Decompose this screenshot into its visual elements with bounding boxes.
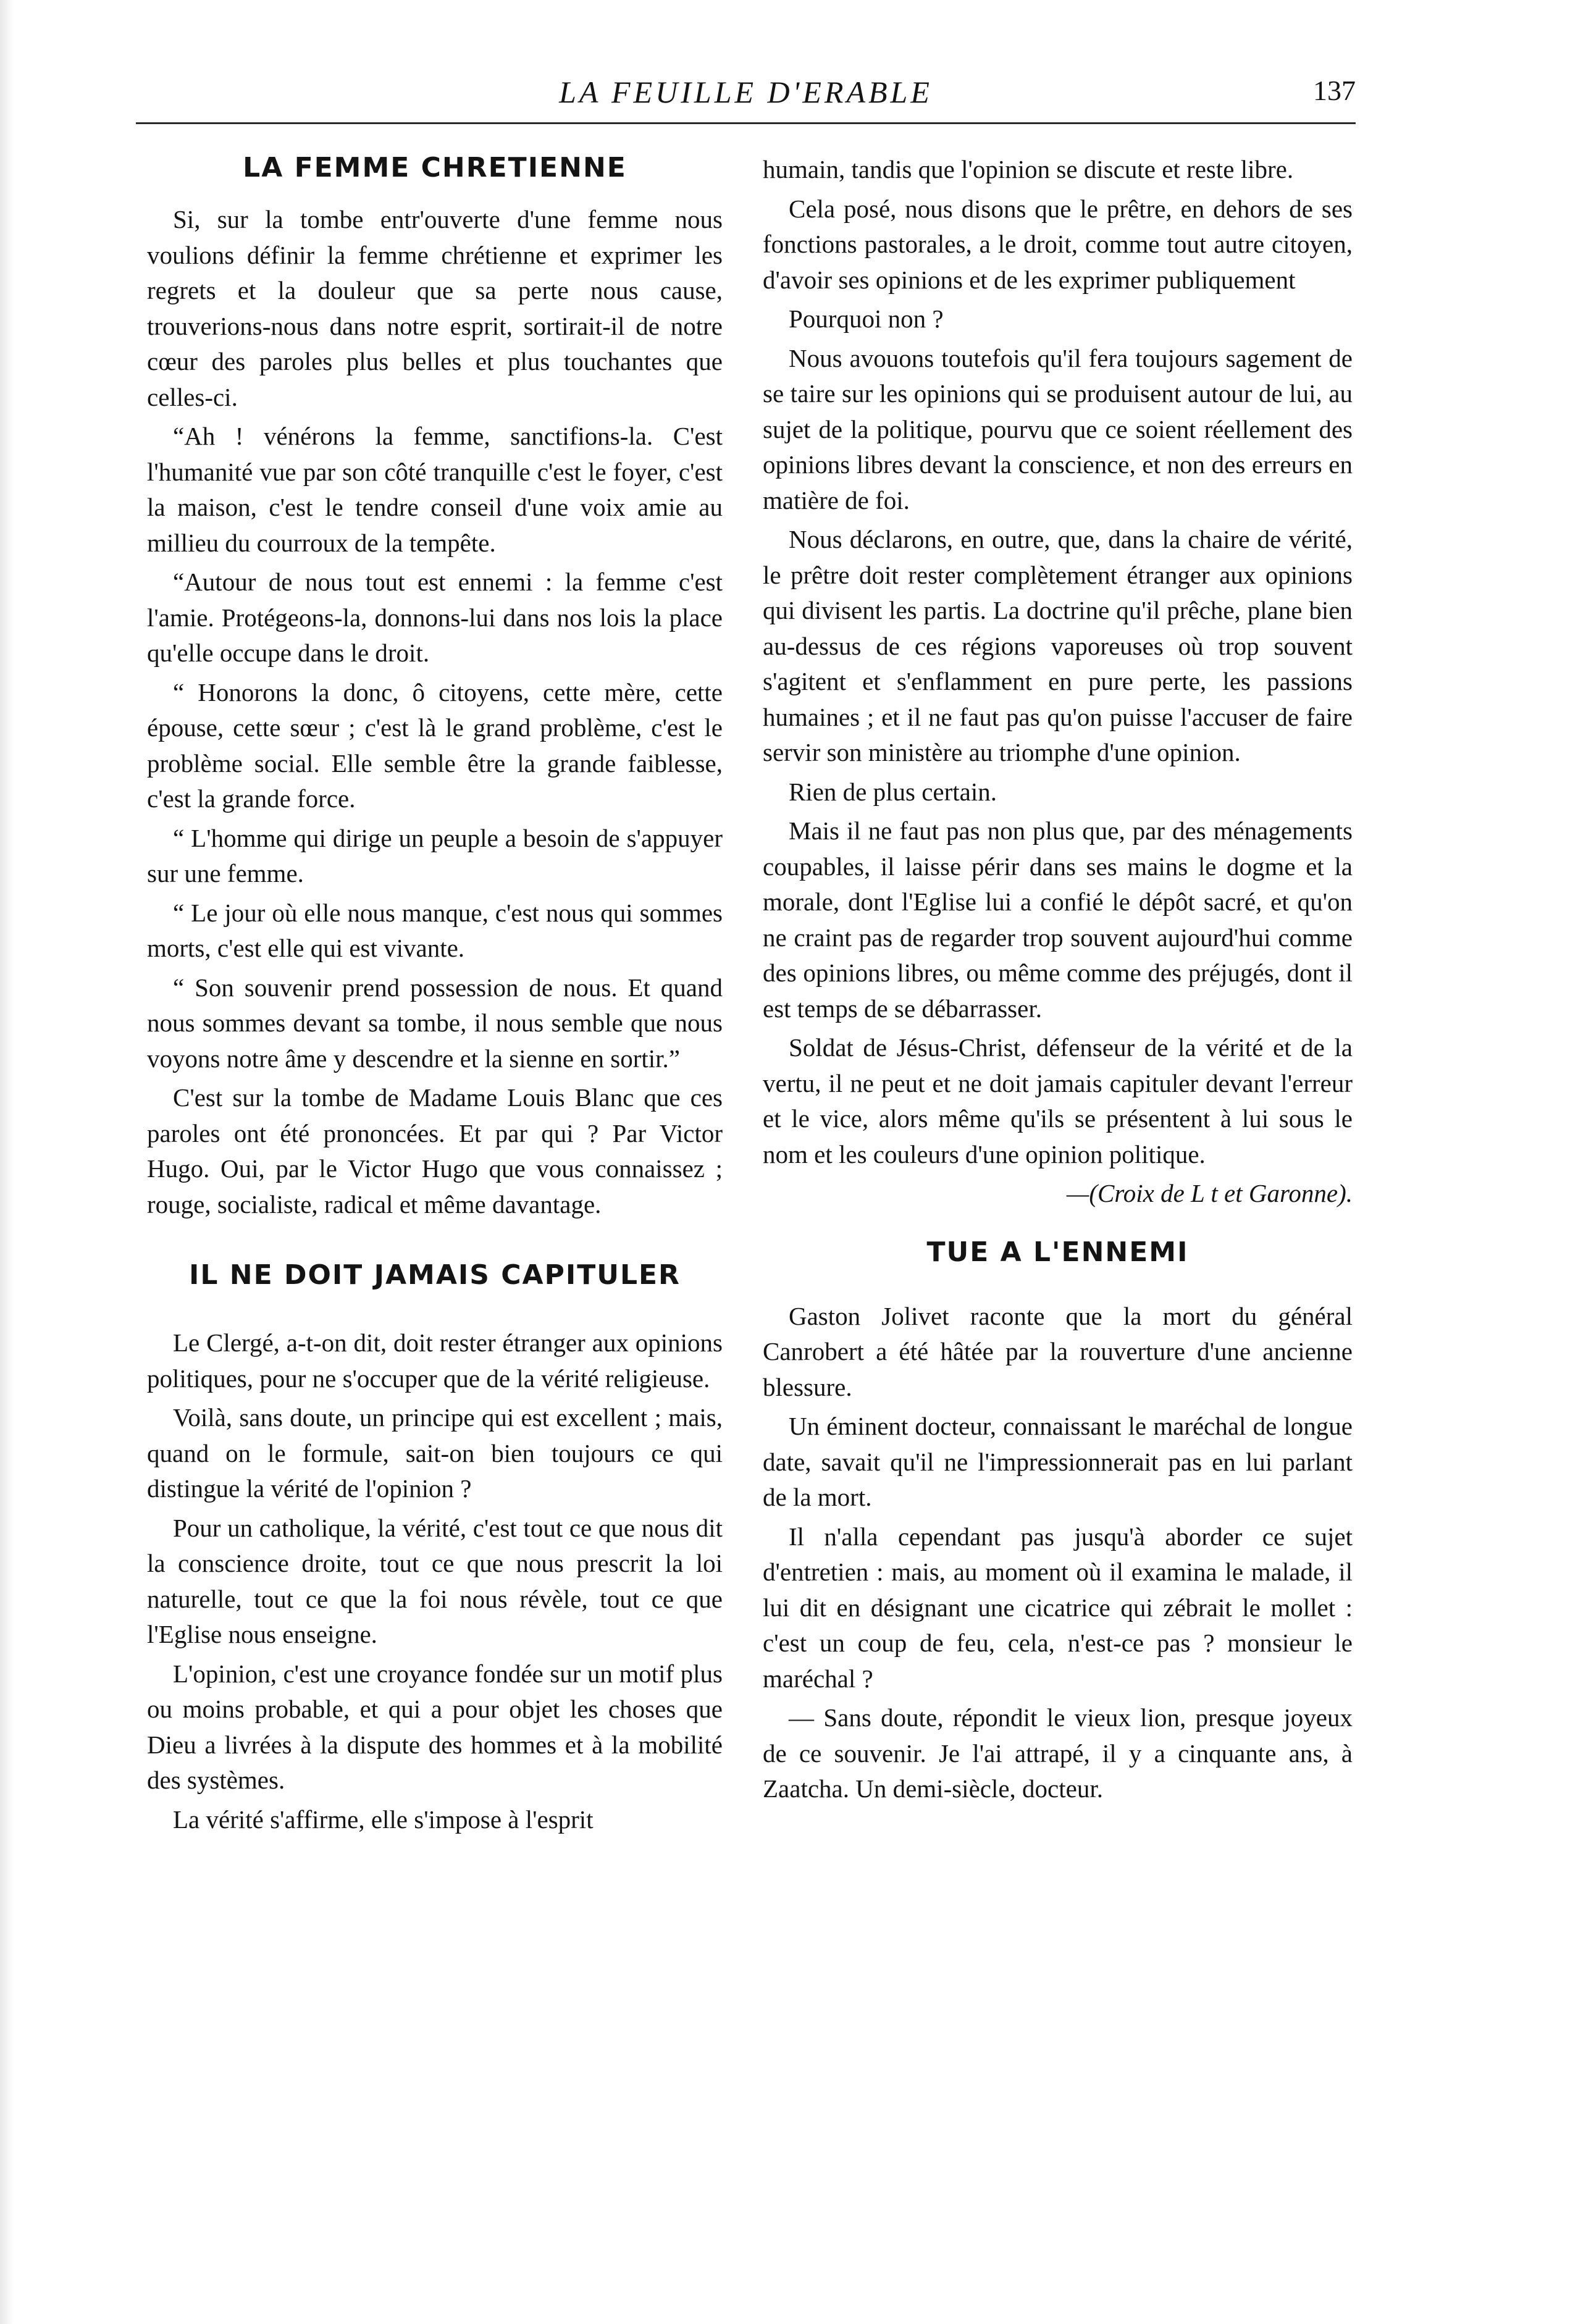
article-title: IL NE DOIT JAMAIS CAPITULER <box>189 1259 681 1291</box>
left-column <box>147 152 723 1841</box>
article-paragraph: Un éminent docteur, connaissant le maréchal de longue date, savait qu'il ne l'impressionnerait pas en lui parlant de la mort. <box>763 1412 1353 1511</box>
article-paragraph: “Autour de nous tout est ennemi : la femme c'est l'amie. Protégeons-la, donnons-lui dans nos lois la place qu'elle occupe dans le droit. <box>147 568 723 667</box>
binding-shadow <box>0 0 14 2324</box>
article-paragraph: Soldat de Jésus-Christ, défenseur de la vérité et de la vertu, il ne peut et ne doit jamais capituler devant l'erreur et le vice, alors même qu'ils se présentent à lui sous le nom et les couleurs d'une opinion politique. <box>763 1033 1353 1168</box>
article-paragraph: Nous déclarons, en outre, que, dans la chaire de vérité, le prêtre doit rester complètement étranger aux opinions qui divisent les partis. La doctrine qu'il prêche, plane bien au-dessus de ces régions vaporeuses où trop souvent s'agitent et s'enflamment en pure perte, les passions humaines ; et il ne faut pas qu'on puisse l'accuser de faire servir son ministère au triomphe d'une opinion. <box>763 525 1353 766</box>
article-paragraph: Cela posé, nous disons que le prêtre, en dehors de ses fonctions pastorales, a le droit, comme tout autre citoyen, d'avoir ses opinions et de les exprimer publiquement <box>763 194 1353 294</box>
article-paragraph: “ Le jour où elle nous manque, c'est nous qui sommes morts, c'est elle qui est vivante. <box>147 898 723 962</box>
article-paragraph: Nous avouons toutefois qu'il fera toujours sagement de se taire sur les opinions qui se produisent autour de lui, au sujet de la politique, pourvu que ce soient réellement des opinions libres devant la conscience, et non des erreurs en matière de foi. <box>763 343 1353 514</box>
article-paragraph: Voilà, sans doute, un principe qui est excellent ; mais, quand on le formule, sait-on bien toujours ce qui distingue la vérité de l'opinion ? <box>147 1403 723 1503</box>
article-paragraph: Rien de plus certain. <box>789 777 997 806</box>
article-paragraph: L'opinion, c'est une croyance fondée sur un motif plus ou moins probable, et qui a pour objet les choses que Dieu a livrées à la dispute des hommes et à la mobilité des systèmes. <box>147 1659 723 1794</box>
article-paragraph: “ Honorons la donc, ô citoyens, cette mère, cette épouse, cette sœur ; c'est là le grand problème, c'est le problème social. Elle semble être la grande faiblesse, c'est la grande force. <box>147 677 723 813</box>
article-paragraph: “ L'homme qui dirige un peuple a besoin de s'appuyer sur une femme. <box>147 823 723 887</box>
article-paragraph: Le Clergé, a-t-on dit, doit rester étranger aux opinions politiques, pour ne s'occuper que de la vérité religieuse. <box>147 1328 723 1393</box>
page-header <box>136 74 1356 124</box>
article-title: LA FEMME CHRETIENNE <box>243 152 627 183</box>
article-paragraph: Si, sur la tombe entr'ouverte d'une femme nous voulions définir la femme chrétienne et exprimer les regrets et la douleur que sa perte nous cause, trouverions-nous dans notre esprit, sortirait-il de notre cœur des paroles plus belles et plus touchantes que celles-ci. <box>147 205 723 411</box>
article-paragraph: C'est sur la tombe de Madame Louis Blanc que ces paroles ont été prononcées. Et par qui ? Par Victor Hugo. Oui, par le Victor Hugo que vous connaissez ; rouge, socialiste, radical et même davantage. <box>147 1083 723 1219</box>
article-paragraph: La vérité s'affirme, elle s'impose à l'esprit <box>173 1805 594 1834</box>
article-paragraph: Pour un catholique, la vérité, c'est tout ce que nous dit la conscience droite, tout ce que nous prescrit la loi naturelle, tout ce que la foi nous révèle, tout ce que l'Eglise nous enseigne. <box>147 1513 723 1648</box>
article-paragraph: “ Son souvenir prend possession de nous. Et quand nous sommes devant sa tombe, il nous semble que nous voyons notre âme y descendre et la sienne en sortir.” <box>147 973 723 1073</box>
article-paragraph: Mais il ne faut pas non plus que, par des ménagements coupables, il laisse périr dans ses mains le dogme et la morale, dont l'Eglise lui a confié le dépôt sacré, et qu'on ne craint pas de regarder trop souvent aujourd'hui comme des opinions libres, ou même comme des préjugés, dont il est temps de se débarrasser. <box>763 816 1353 1023</box>
article-paragraph: “Ah ! vénérons la femme, sanctifions-la. C'est l'humanité vue par son côté tranquille c'est le foyer, c'est la maison, c'est le tendre conseil d'une voix amie au millieu du courroux de la tempête. <box>147 422 723 557</box>
article-paragraph: Il n'alla cependant pas jusqu'à aborder ce sujet d'entretien : mais, au moment où il examina le malade, il lui dit en désignant une cicatrice qui zébrait le mollet : c'est un coup de feu, cela, n'est-ce pas ? monsieur le maréchal ? <box>763 1522 1353 1693</box>
running-title: LA FEUILLE D'ERABLE <box>559 75 933 109</box>
right-column <box>763 152 1353 1811</box>
header-rule <box>136 122 1356 124</box>
article-paragraph: Pourquoi non ? <box>789 304 944 333</box>
page-number: 137 <box>1313 75 1356 106</box>
source-attribution: —(Croix de L t et Garonne). <box>1066 1179 1353 1207</box>
article-paragraph: humain, tandis que l'opinion se discute et reste libre. <box>763 155 1294 183</box>
article-paragraph: — Sans doute, répondit le vieux lion, presque joyeux de ce souvenir. Je l'ai attrapé, il y a cinquante ans, à Zaatcha. Un demi-siècle, docteur. <box>763 1703 1353 1803</box>
article-paragraph: Gaston Jolivet raconte que la mort du général Canrobert a été hâtée par la rouverture d'une ancienne blessure. <box>763 1301 1353 1401</box>
article-title: TUE A L'ENNEMI <box>926 1236 1189 1268</box>
